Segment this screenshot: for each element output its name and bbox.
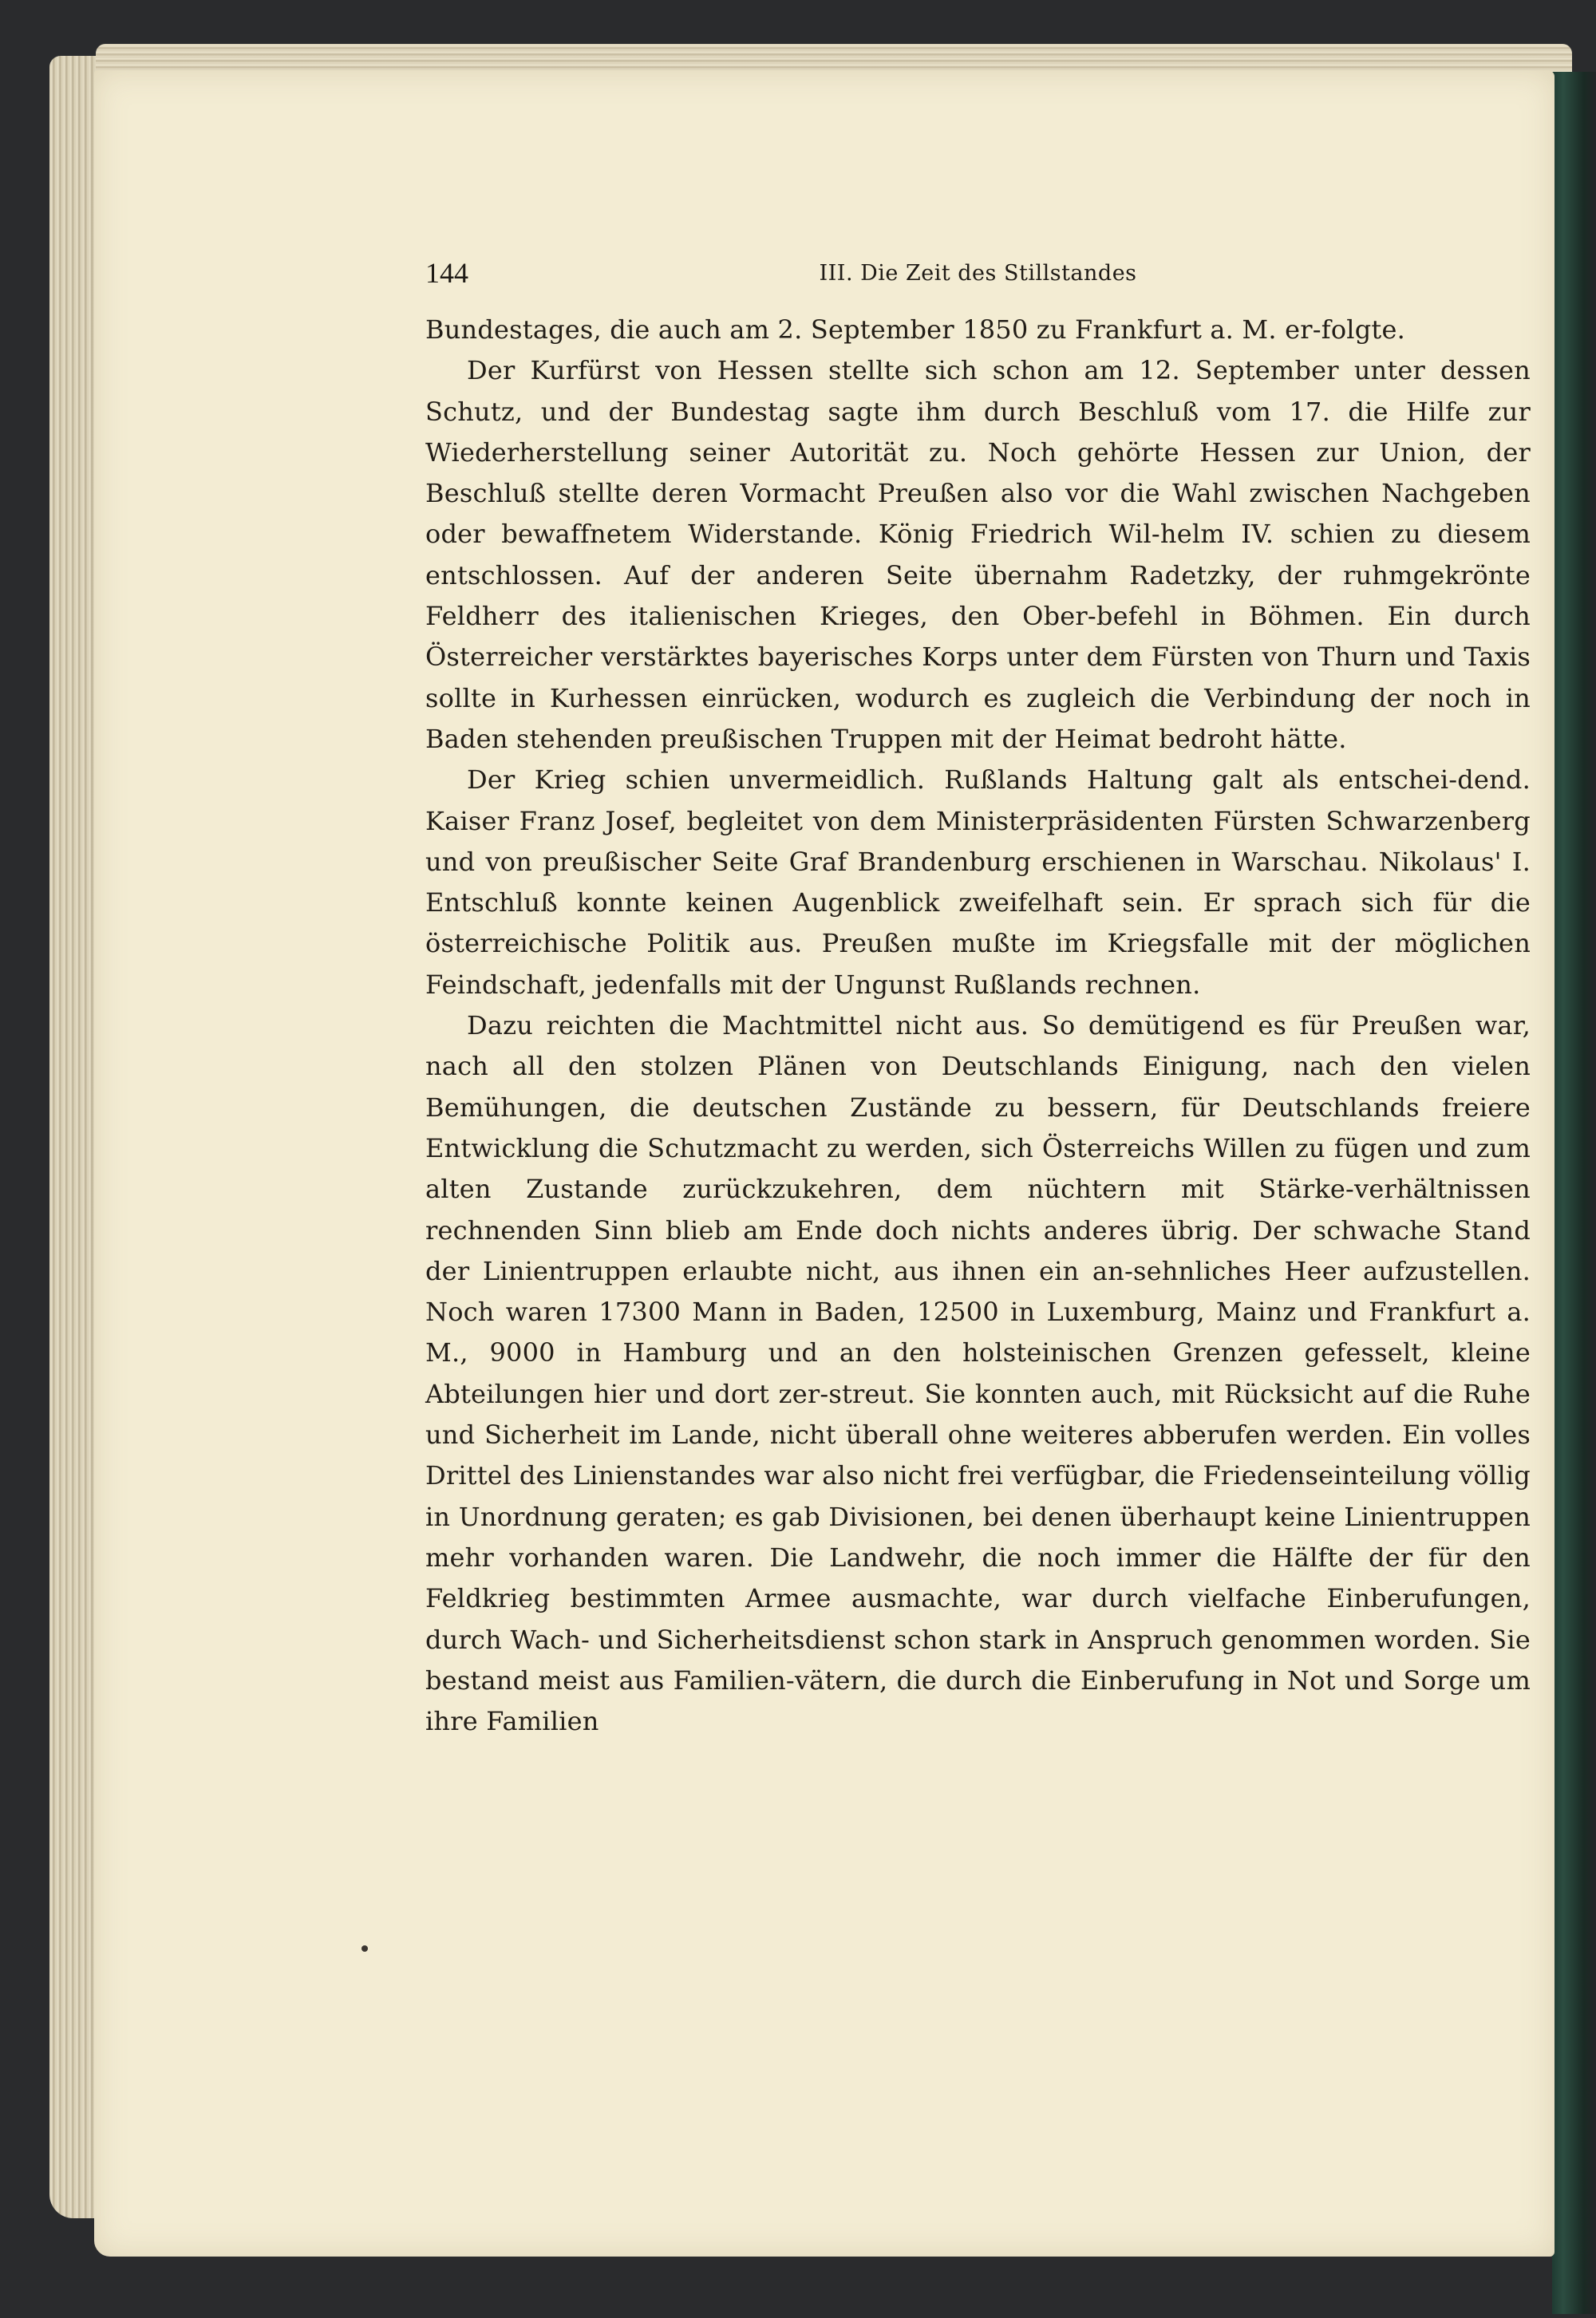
paragraph: Bundestages, die auch am 2. September 1850 zu Frankfurt a. M. er-folgte. <box>425 314 1405 345</box>
body-text <box>425 310 1531 1742</box>
paragraph: Der Krieg schien unvermeidlich. Rußlands Haltung galt als entschei-dend. Kaiser Franz Josef, begleitet von dem Ministerpräsidenten Fürsten Schwarzenberg und von preußischer Seite Graf Brandenburg erschienen in Warschau. Nikolaus' I. Entschluß konnte keinen Augenblick zweifelhaft sein. Er sprach sich für die österreichische Politik aus. Preußen mußte im Kriegsfalle mit der möglichen Feindschaft, jedenfalls mit der Ungunst Rußlands rechnen. <box>425 764 1531 1000</box>
running-title: III. Die Zeit des Stillstandes <box>819 261 1137 286</box>
page-number: 144 <box>425 257 468 289</box>
ink-speck <box>361 1945 368 1952</box>
paragraph: Der Kurfürst von Hessen stellte sich schon am 12. September unter dessen Schutz, und der Bundestag sagte ihm durch Beschluß vom 17. die Hilfe zur Wiederherstellung seiner Autorität zu. Noch gehörte Hessen zur Union, der Beschluß stellte deren Vormacht Preußen also vor die Wahl zwischen Nachgeben oder bewaffnetem Widerstande. König Friedrich Wil-helm IV. schien zu diesem entschlossen. Auf der anderen Seite übernahm Radetzky, der ruhmgekrönte Feldherr des italienischen Krieges, den Ober-befehl in Böhmen. Ein durch Österreicher verstärktes bayerisches Korps unter dem Fürsten von Thurn und Taxis sollte in Kurhessen einrücken, wodurch es zugleich die Verbindung der noch in Baden stehenden preußischen Truppen mit der Heimat bedroht hätte. <box>425 355 1531 754</box>
book-cover-edge <box>1552 72 1596 2314</box>
book-page <box>94 70 1555 2257</box>
page-header <box>425 256 1531 296</box>
paragraph: Dazu reichten die Machtmittel nicht aus. So demütigend es für Preußen war, nach all den stolzen Plänen von Deutschlands Einigung, nach den vielen Bemühungen, die deutschen Zustände zu bessern, für Deutschlands freiere Entwicklung die Schutzmacht zu werden, sich Österreichs Willen zu fügen und zum alten Zustande zurückzukehren, dem nüchtern mit Stärke-verhältnissen rechnenden Sinn blieb am Ende doch nichts anderes übrig. Der schwache Stand der Linientruppen erlaubte nicht, aus ihnen ein an-sehnliches Heer aufzustellen. Noch waren 17300 Mann in Baden, 12500 in Luxemburg, Mainz und Frankfurt a. M., 9000 in Hamburg und an den holsteinischen Grenzen gefesselt, kleine Abteilungen hier und dort zer-streut. Sie konnten auch, mit Rücksicht auf die Ruhe und Sicherheit im Lande, nicht überall ohne weiteres abberufen werden. Ein volles Drittel des Linienstandes war also nicht frei verfügbar, die Friedenseinteilung völlig in Unordnung geraten; es gab Divisionen, bei denen überhaupt keine Linientruppen mehr vorhanden waren. Die Landwehr, die noch immer die Hälfte der für den Feldkrieg bestimmten Armee ausmachte, war durch vielfache Einberufungen, durch Wach- und Sicherheitsdienst schon stark in Anspruch genommen worden. Sie bestand meist aus Familien-vätern, die durch die Einberufung in Not und Sorge um ihre Familien <box>425 1010 1531 1737</box>
